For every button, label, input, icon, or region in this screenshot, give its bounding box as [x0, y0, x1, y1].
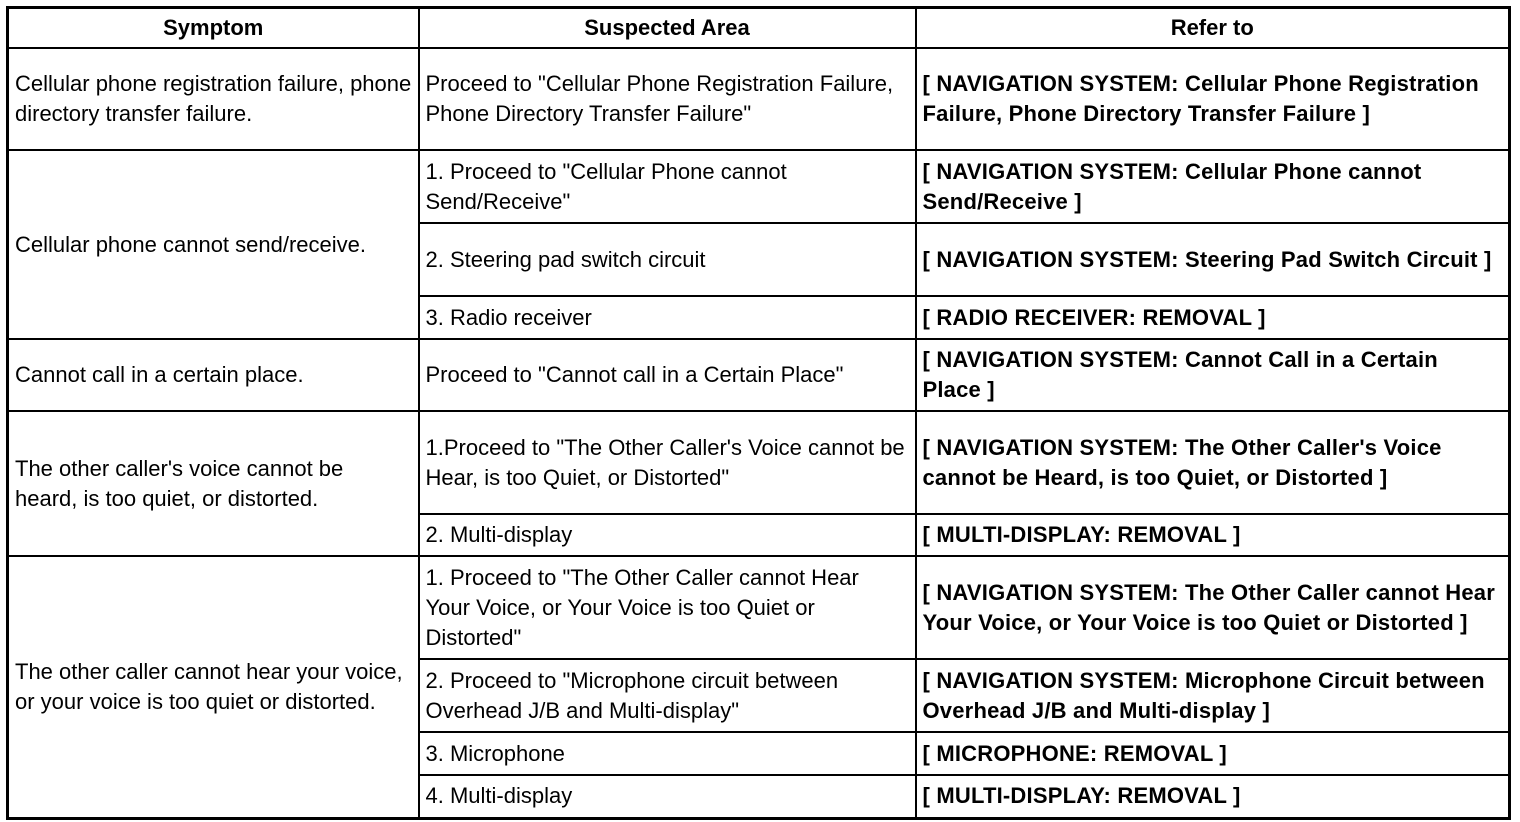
- suspected-area-cell: 4. Multi-display: [419, 775, 916, 818]
- header-row: [8, 8, 1510, 49]
- symptom-cell: The other caller's voice cannot be heard, is too quiet, or distorted.: [8, 411, 419, 556]
- refer-to-link[interactable]: [ MULTI-DISPLAY: REMOVAL ]: [916, 514, 1510, 556]
- table-row: [8, 339, 1510, 411]
- suspected-area-cell: 1. Proceed to "The Other Caller cannot Hear Your Voice, or Your Voice is too Quiet or Distorted": [419, 556, 916, 659]
- suspected-area-cell: Proceed to "Cellular Phone Registration Failure, Phone Directory Transfer Failure": [419, 48, 916, 150]
- suspected-area-cell: 3. Radio receiver: [419, 296, 916, 339]
- table-row: [8, 48, 1510, 150]
- suspected-area-cell: 1.Proceed to "The Other Caller's Voice cannot be Hear, is too Quiet, or Distorted": [419, 411, 916, 514]
- refer-to-link[interactable]: [ NAVIGATION SYSTEM: The Other Caller cannot Hear Your Voice, or Your Voice is too Quiet or Distorted ]: [916, 556, 1510, 659]
- symptom-cell: The other caller cannot hear your voice, or your voice is too quiet or distorted.: [8, 556, 419, 818]
- refer-to-link[interactable]: [ MULTI-DISPLAY: REMOVAL ]: [916, 775, 1510, 818]
- diagnostic-table: [6, 6, 1511, 820]
- table-row: [8, 150, 1510, 223]
- refer-to-link[interactable]: [ NAVIGATION SYSTEM: Steering Pad Switch Circuit ]: [916, 223, 1510, 296]
- header-refer-to: Refer to: [916, 8, 1510, 49]
- header-symptom: Symptom: [8, 8, 419, 49]
- suspected-area-cell: 2. Steering pad switch circuit: [419, 223, 916, 296]
- refer-to-link[interactable]: [ NAVIGATION SYSTEM: The Other Caller's Voice cannot be Heard, is too Quiet, or Distorted ]: [916, 411, 1510, 514]
- diagnostic-table-container: [6, 6, 1511, 820]
- suspected-area-cell: 3. Microphone: [419, 732, 916, 775]
- refer-to-link[interactable]: [ MICROPHONE: REMOVAL ]: [916, 732, 1510, 775]
- suspected-area-cell: 2. Proceed to "Microphone circuit between Overhead J/B and Multi-display": [419, 659, 916, 732]
- symptom-cell: Cellular phone registration failure, phone directory transfer failure.: [8, 48, 419, 150]
- suspected-area-cell: 1. Proceed to "Cellular Phone cannot Send/Receive": [419, 150, 916, 223]
- refer-to-link[interactable]: [ NAVIGATION SYSTEM: Microphone Circuit between Overhead J/B and Multi-display ]: [916, 659, 1510, 732]
- suspected-area-cell: 2. Multi-display: [419, 514, 916, 556]
- table-row: [8, 411, 1510, 514]
- suspected-area-cell: Proceed to "Cannot call in a Certain Place": [419, 339, 916, 411]
- header-suspected-area: Suspected Area: [419, 8, 916, 49]
- refer-to-link[interactable]: [ NAVIGATION SYSTEM: Cannot Call in a Certain Place ]: [916, 339, 1510, 411]
- refer-to-link[interactable]: [ NAVIGATION SYSTEM: Cellular Phone cannot Send/Receive ]: [916, 150, 1510, 223]
- table-row: [8, 556, 1510, 659]
- refer-to-link[interactable]: [ NAVIGATION SYSTEM: Cellular Phone Registration Failure, Phone Directory Transfer Failure ]: [916, 48, 1510, 150]
- refer-to-link[interactable]: [ RADIO RECEIVER: REMOVAL ]: [916, 296, 1510, 339]
- symptom-cell: Cannot call in a certain place.: [8, 339, 419, 411]
- symptom-cell: Cellular phone cannot send/receive.: [8, 150, 419, 339]
